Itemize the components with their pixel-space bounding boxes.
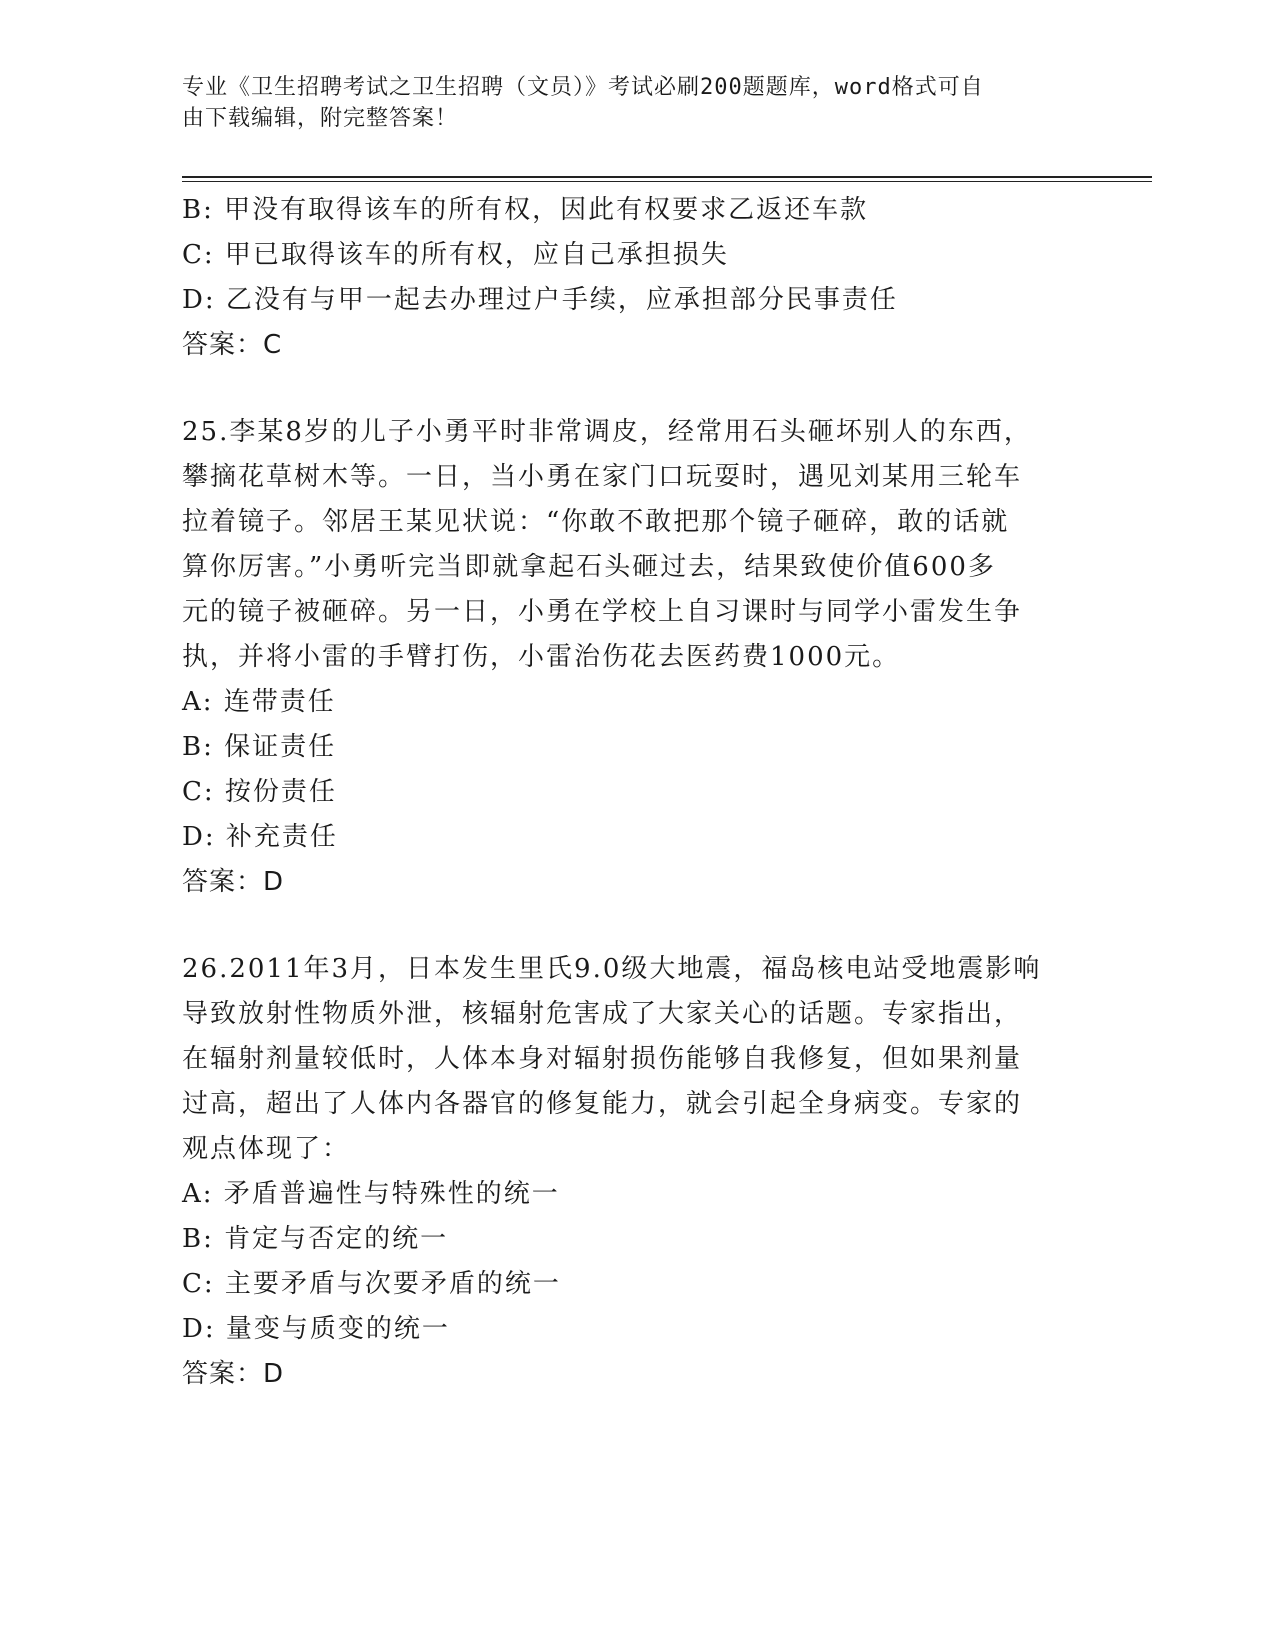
question-text-line: 执，并将小雷的手臂打伤，小雷治伤花去医药费1000元。 xyxy=(182,642,901,672)
question-text-line: 过高，超出了人体内各器官的修复能力，就会引起全身病变。专家的 xyxy=(182,1089,1023,1119)
question-text-line: 26.2011年3月，日本发生里氏9.0级大地震，福岛核电站受地震影响 xyxy=(182,954,1042,984)
header-rule-thick xyxy=(182,176,1152,178)
option-c: C: 按份责任 xyxy=(182,777,337,807)
option-b: B: 甲没有取得该车的所有权，因此有权要求乙返还车款 xyxy=(182,195,869,225)
option-d: D: 乙没有与甲一起去办理过户手续，应承担部分民事责任 xyxy=(182,285,898,315)
header-line-2: 由下载编辑，附完整答案！ xyxy=(182,106,459,131)
question-text-line: 在辐射剂量较低时，人体本身对辐射损伤能够自我修复，但如果剂量 xyxy=(182,1044,1023,1074)
option-c: C: 甲已取得该车的所有权，应自己承担损失 xyxy=(182,240,729,270)
question-25 xyxy=(182,410,1082,905)
header-line-1: 专业《卫生招聘考试之卫生招聘（文员）》考试必刷200题题库，word格式可自 xyxy=(182,75,984,100)
question-24-tail xyxy=(182,188,1082,368)
question-text-line: 元的镜子被砸碎。另一日，小勇在学校上自习课时与同学小雷发生争 xyxy=(182,597,1023,627)
question-text-line: 攀摘花草树木等。一日，当小勇在家门口玩耍时，遇见刘某用三轮车 xyxy=(182,462,1023,492)
option-d: D: 补充责任 xyxy=(182,822,338,852)
option-b: B: 保证责任 xyxy=(182,732,337,762)
answer: 答案：C xyxy=(182,330,283,360)
option-d: D: 量变与质变的统一 xyxy=(182,1314,450,1344)
question-text-line: 拉着镜子。邻居王某见状说：“你敢不敢把那个镜子砸碎，敢的话就 xyxy=(182,507,1010,537)
page-header xyxy=(182,72,1062,134)
question-content xyxy=(182,188,1082,1397)
spacer xyxy=(182,368,1082,410)
spacer xyxy=(182,905,1082,947)
answer: 答案：D xyxy=(182,1359,285,1389)
question-text-line: 25.李某8岁的儿子小勇平时非常调皮，经常用石头砸坏别人的东西， xyxy=(182,417,1032,447)
header-rule-thin xyxy=(182,181,1152,182)
option-b: B: 肯定与否定的统一 xyxy=(182,1224,449,1254)
question-26 xyxy=(182,947,1082,1397)
answer: 答案：D xyxy=(182,867,285,897)
option-a: A: 连带责任 xyxy=(182,687,336,717)
question-text-line: 观点体现了： xyxy=(182,1134,351,1164)
option-a: A: 矛盾普遍性与特殊性的统一 xyxy=(182,1179,560,1209)
question-text-line: 导致放射性物质外泄，核辐射危害成了大家关心的话题。专家指出， xyxy=(182,999,1023,1029)
option-c: C: 主要矛盾与次要矛盾的统一 xyxy=(182,1269,561,1299)
question-text-line: 算你厉害。”小勇听完当即就拿起石头砸过去，结果致使价值600多 xyxy=(182,552,996,582)
